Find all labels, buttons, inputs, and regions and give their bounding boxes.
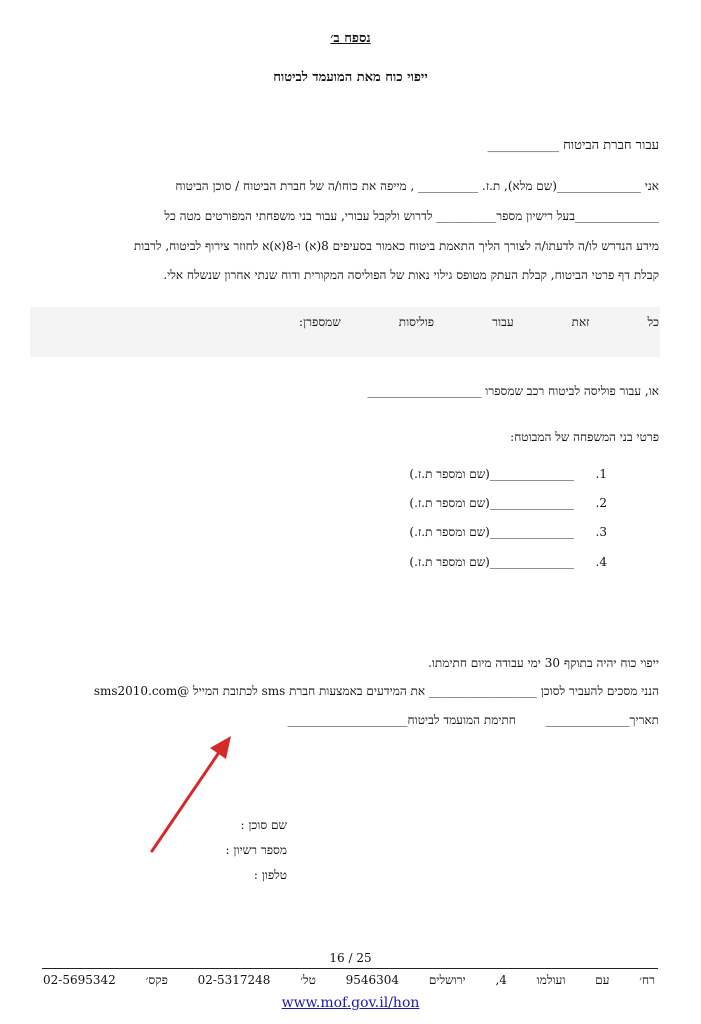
authorization-line-1: אני ______________(שם מלא), ת.ז. __________ , מייפה את כוחו/ה של חברת הביטוח / סוכן הביטוח	[175, 179, 659, 193]
family-item-text: ______________(שם ומספר ת.ז.)	[409, 496, 574, 510]
to-insurer-line: עבור חברת הביטוח ___________	[487, 138, 659, 153]
vehicle-policy-line: או, עבור פוליסה לביטוח רכב שמספרו ___________________	[367, 384, 659, 398]
policies-word: כל	[647, 315, 659, 329]
address-item: 02-5695342	[43, 973, 116, 987]
family-item-text: ______________(שם ומספר ת.ז.)	[409, 555, 574, 569]
address-item: 9546304	[345, 973, 400, 987]
website-link[interactable]: www.mof.gov.il/hon	[281, 995, 420, 1011]
family-item-text: ______________(שם ומספר ת.ז.)	[409, 467, 574, 481]
page-number: 16 / 25	[329, 951, 372, 965]
family-item-number: 4.	[595, 555, 607, 569]
authorization-line-2: ______________בעל רישיון מספר__________ לדרוש ולקבל עבורי, עבור בני משפחתי המפורטים מטה כל	[164, 209, 659, 223]
phone-label: טלפון :	[253, 868, 287, 882]
appendix-label: נספח ב׳	[330, 31, 371, 46]
policies-word: שמספרן:	[299, 315, 341, 329]
arrow-shaft	[152, 748, 222, 851]
footer-divider	[42, 968, 658, 969]
document-title: ייפוי כוח מאת המועמד לביטוח	[273, 70, 428, 85]
family-item-text: ______________(שם ומספר ת.ז.)	[409, 525, 574, 539]
consent-text: הנני מסכים להעביר לסוכן __________________ את המידעים באמצעות חברת sms לכתובת המייל	[193, 684, 659, 698]
address-item: טל׳	[300, 973, 316, 987]
address-item: 4,	[495, 973, 507, 987]
arrow-head	[210, 736, 231, 759]
address-item: ירושלים	[428, 973, 466, 987]
address-item: פקס׳	[145, 973, 168, 987]
address-item: עם	[595, 973, 610, 987]
authorization-line-3: מידע הנדרש לו/ה לדעתו/ה לצורך הליך התאמת ביטוח כאמור בסעיפים 8(א) ו-8(א)א לחוזר צירוף לביטוח, לרבות	[133, 239, 659, 253]
authorization-line-4: קבלת דף פרטי הביטוח, קבלת העתק מטופס גילוי נאות של הפוליסה המקורית ודוח שנתי אחרון שנשלח אלי.	[163, 268, 659, 282]
family-header: פרטי בני המשפחה של המבוטח:	[510, 430, 659, 444]
license-number-label: מספר רשיון :	[225, 843, 287, 857]
family-item-number: 3.	[595, 525, 607, 539]
validity-statement: ייפוי כוח יהיה בתוקף 30 ימי עבודה מיום חתימתו.	[428, 656, 659, 670]
policies-word: פוליסות	[398, 315, 435, 329]
signature-field: חתימת המועמד לביטוח____________________	[287, 713, 516, 727]
consent-email: sms2010.com@	[93, 684, 190, 698]
family-item-number: 1.	[595, 467, 607, 481]
footer-address	[43, 973, 655, 988]
address-item: 02-5317248	[197, 973, 271, 987]
date-field: תאריך______________	[545, 713, 659, 727]
agent-name-label: שם סוכן :	[240, 818, 287, 832]
policies-word: זאת	[571, 315, 590, 329]
family-item-number: 2.	[595, 496, 607, 510]
address-item: רח׳	[639, 973, 655, 987]
policies-word: עבור	[492, 315, 514, 329]
address-item: ועולמו	[536, 973, 566, 987]
